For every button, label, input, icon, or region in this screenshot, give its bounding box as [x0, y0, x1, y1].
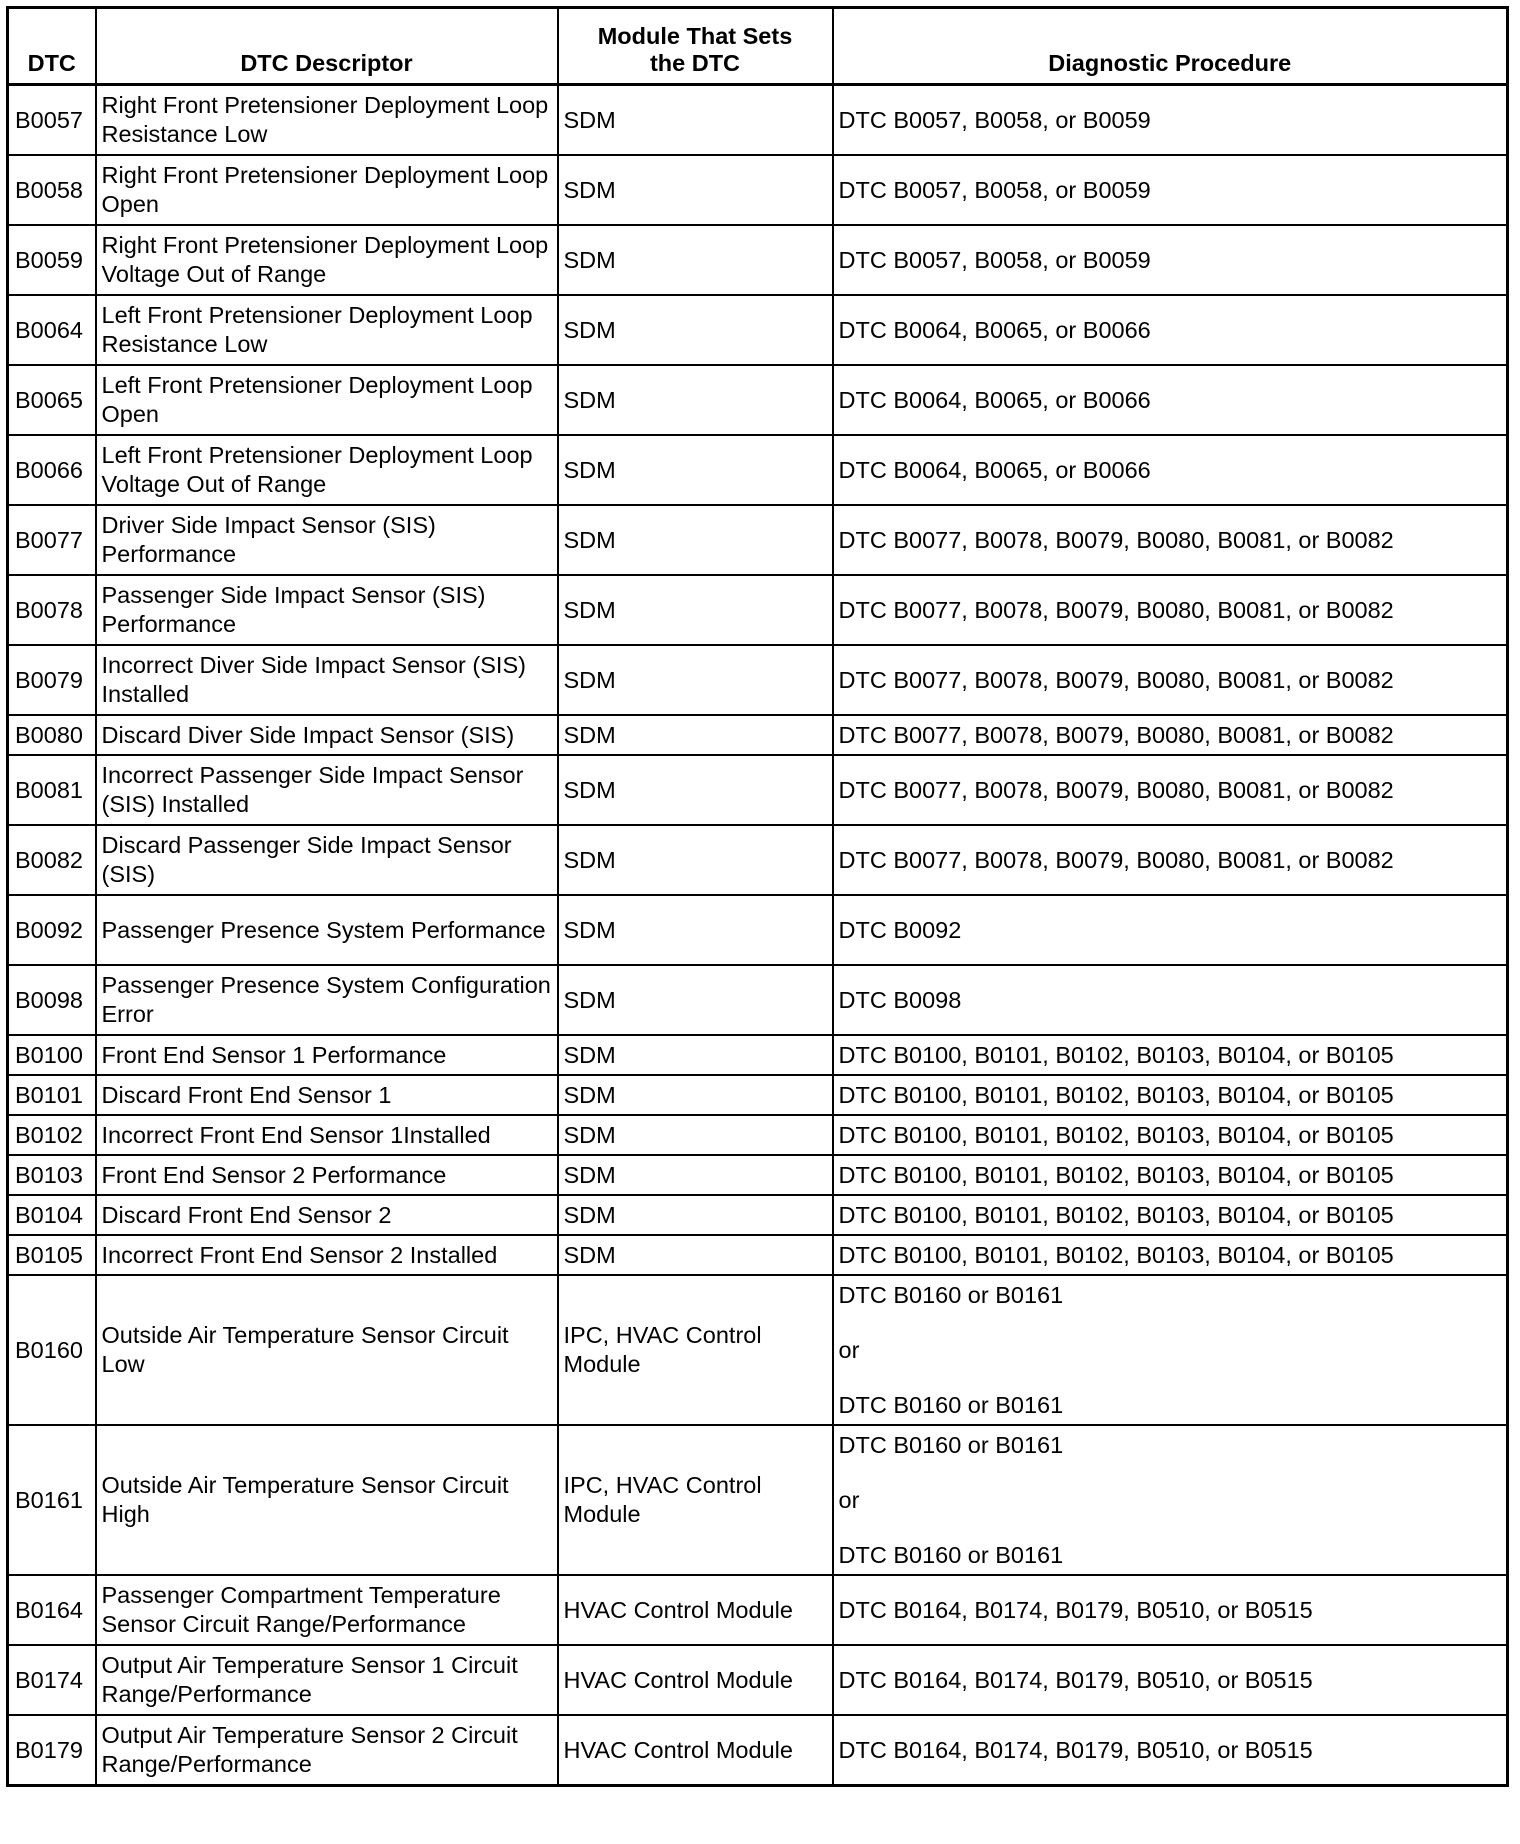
procedure-link[interactable]: DTC B0160 or B0161	[838, 1281, 1064, 1308]
procedure-link[interactable]: DTC B0100, B0101, B0102, B0103, B0104, or B0105	[838, 1121, 1394, 1148]
line-spacer	[839, 1310, 1502, 1336]
dtc-code-cell: B0078	[8, 575, 96, 645]
dtc-descriptor-cell: Right Front Pretensioner Deployment Loop Open	[96, 155, 558, 225]
dtc-descriptor-cell: Output Air Temperature Sensor 2 Circuit Range/Performance	[96, 1715, 558, 1786]
dtc-code-cell: B0064	[8, 295, 96, 365]
dtc-code-cell: B0058	[8, 155, 96, 225]
header-descriptor: DTC Descriptor	[96, 8, 558, 85]
module-cell: SDM	[558, 1155, 833, 1195]
procedure-link[interactable]: DTC B0100, B0101, B0102, B0103, B0104, or B0105	[838, 1041, 1394, 1068]
module-cell: SDM	[558, 965, 833, 1035]
dtc-code-cell: B0057	[8, 85, 96, 156]
procedure-link[interactable]: DTC B0100, B0101, B0102, B0103, B0104, or B0105	[838, 1201, 1394, 1228]
module-cell: IPC, HVAC Control Module	[558, 1425, 833, 1575]
procedure-link[interactable]: DTC B0077, B0078, B0079, B0080, B0081, or B0082	[838, 776, 1394, 803]
table-row	[8, 965, 1508, 1035]
module-cell: SDM	[558, 645, 833, 715]
procedure-link[interactable]: DTC B0092	[838, 916, 962, 943]
procedure-link[interactable]: or	[838, 1486, 860, 1513]
dtc-code-cell: B0161	[8, 1425, 96, 1575]
module-cell: SDM	[558, 825, 833, 895]
table-row	[8, 1115, 1508, 1155]
module-cell: SDM	[558, 755, 833, 825]
dtc-code-cell: B0081	[8, 755, 96, 825]
diagnostic-procedure-cell	[833, 225, 1508, 295]
diagnostic-procedure-cell	[833, 365, 1508, 435]
procedure-link[interactable]: DTC B0057, B0058, or B0059	[838, 176, 1151, 203]
dtc-code-cell: B0079	[8, 645, 96, 715]
table-row	[8, 155, 1508, 225]
table-row	[8, 715, 1508, 755]
dtc-descriptor-cell: Outside Air Temperature Sensor Circuit Low	[96, 1275, 558, 1425]
table-body	[8, 85, 1508, 1786]
procedure-link[interactable]: DTC B0064, B0065, or B0066	[838, 316, 1151, 343]
table-row	[8, 1645, 1508, 1715]
dtc-table	[6, 6, 1509, 1787]
diagnostic-procedure-cell	[833, 1195, 1508, 1235]
table-row	[8, 755, 1508, 825]
diagnostic-procedure-cell	[833, 1575, 1508, 1645]
module-cell: SDM	[558, 575, 833, 645]
dtc-descriptor-cell: Discard Diver Side Impact Sensor (SIS)	[96, 715, 558, 755]
dtc-descriptor-cell: Incorrect Front End Sensor 2 Installed	[96, 1235, 558, 1275]
dtc-descriptor-cell: Incorrect Front End Sensor 1Installed	[96, 1115, 558, 1155]
module-cell: HVAC Control Module	[558, 1715, 833, 1786]
table-row	[8, 1075, 1508, 1115]
diagnostic-procedure-cell	[833, 85, 1508, 156]
diagnostic-procedure-cell	[833, 715, 1508, 755]
dtc-descriptor-cell: Front End Sensor 1 Performance	[96, 1035, 558, 1075]
procedure-link[interactable]: DTC B0057, B0058, or B0059	[838, 106, 1151, 133]
line-spacer	[839, 1515, 1502, 1541]
dtc-code-cell: B0102	[8, 1115, 96, 1155]
table-row	[8, 505, 1508, 575]
dtc-descriptor-cell: Driver Side Impact Sensor (SIS) Performance	[96, 505, 558, 575]
dtc-descriptor-cell: Front End Sensor 2 Performance	[96, 1155, 558, 1195]
procedure-link[interactable]: DTC B0057, B0058, or B0059	[838, 246, 1151, 273]
table-row	[8, 85, 1508, 156]
procedure-link[interactable]: DTC B0100, B0101, B0102, B0103, B0104, or B0105	[838, 1081, 1394, 1108]
dtc-descriptor-cell: Outside Air Temperature Sensor Circuit High	[96, 1425, 558, 1575]
dtc-descriptor-cell: Discard Front End Sensor 1	[96, 1075, 558, 1115]
module-cell: IPC, HVAC Control Module	[558, 1275, 833, 1425]
module-cell: SDM	[558, 85, 833, 156]
dtc-code-cell: B0105	[8, 1235, 96, 1275]
dtc-code-cell: B0059	[8, 225, 96, 295]
module-cell: SDM	[558, 1035, 833, 1075]
procedure-link[interactable]: DTC B0160 or B0161	[838, 1391, 1064, 1418]
diagnostic-procedure-cell	[833, 155, 1508, 225]
procedure-link[interactable]: DTC B0100, B0101, B0102, B0103, B0104, or B0105	[838, 1241, 1394, 1268]
dtc-descriptor-cell: Passenger Presence System Configuration Error	[96, 965, 558, 1035]
diagnostic-procedure-cell	[833, 505, 1508, 575]
procedure-link[interactable]: DTC B0064, B0065, or B0066	[838, 386, 1151, 413]
procedure-link[interactable]: DTC B0160 or B0161	[838, 1431, 1064, 1458]
diagnostic-procedure-cell	[833, 1235, 1508, 1275]
diagnostic-procedure-cell	[833, 575, 1508, 645]
dtc-descriptor-cell: Right Front Pretensioner Deployment Loop Voltage Out of Range	[96, 225, 558, 295]
dtc-descriptor-cell: Discard Front End Sensor 2	[96, 1195, 558, 1235]
module-cell: SDM	[558, 295, 833, 365]
dtc-descriptor-cell: Right Front Pretensioner Deployment Loop Resistance Low	[96, 85, 558, 156]
module-cell: SDM	[558, 225, 833, 295]
table-row	[8, 825, 1508, 895]
dtc-descriptor-cell: Discard Passenger Side Impact Sensor (SIS)	[96, 825, 558, 895]
table-row	[8, 1275, 1508, 1425]
diagnostic-procedure-cell	[833, 1155, 1508, 1195]
module-cell: HVAC Control Module	[558, 1575, 833, 1645]
dtc-code-cell: B0082	[8, 825, 96, 895]
dtc-descriptor-cell: Passenger Presence System Performance	[96, 895, 558, 965]
table-row	[8, 1155, 1508, 1195]
diagnostic-procedure-cell	[833, 1115, 1508, 1155]
dtc-code-cell: B0101	[8, 1075, 96, 1115]
diagnostic-procedure-cell	[833, 1645, 1508, 1715]
dtc-code-cell: B0065	[8, 365, 96, 435]
diagnostic-procedure-cell	[833, 965, 1508, 1035]
procedure-link[interactable]: DTC B0164, B0174, B0179, B0510, or B0515	[838, 1596, 1313, 1623]
diagnostic-procedure-cell	[833, 1715, 1508, 1786]
line-spacer	[839, 1365, 1502, 1391]
procedure-link[interactable]: DTC B0160 or B0161	[838, 1541, 1064, 1568]
procedure-link[interactable]: DTC B0164, B0174, B0179, B0510, or B0515	[838, 1736, 1313, 1763]
procedure-link[interactable]: DTC B0100, B0101, B0102, B0103, B0104, or B0105	[838, 1161, 1394, 1188]
header-module: Module That Sets the DTC	[558, 8, 833, 85]
table-header	[8, 8, 1508, 85]
module-cell: SDM	[558, 715, 833, 755]
table-row	[8, 435, 1508, 505]
line-spacer	[839, 1460, 1502, 1486]
procedure-link[interactable]: DTC B0098	[838, 986, 962, 1013]
dtc-code-cell: B0100	[8, 1035, 96, 1075]
table-row	[8, 1425, 1508, 1575]
header-procedure: Diagnostic Procedure	[833, 8, 1508, 85]
module-cell: SDM	[558, 1195, 833, 1235]
dtc-code-cell: B0092	[8, 895, 96, 965]
dtc-code-cell: B0174	[8, 1645, 96, 1715]
dtc-code-cell: B0098	[8, 965, 96, 1035]
procedure-link[interactable]: DTC B0077, B0078, B0079, B0080, B0081, or B0082	[838, 846, 1394, 873]
table-row	[8, 1575, 1508, 1645]
header-dtc: DTC	[8, 8, 96, 85]
module-cell: SDM	[558, 1115, 833, 1155]
dtc-code-cell: B0066	[8, 435, 96, 505]
procedure-link[interactable]: DTC B0077, B0078, B0079, B0080, B0081, or B0082	[838, 526, 1394, 553]
table-row	[8, 1715, 1508, 1786]
table-row	[8, 1195, 1508, 1235]
diagnostic-procedure-cell	[833, 1075, 1508, 1115]
diagnostic-procedure-cell	[833, 435, 1508, 505]
dtc-code-cell: B0160	[8, 1275, 96, 1425]
procedure-link[interactable]: DTC B0077, B0078, B0079, B0080, B0081, or B0082	[838, 721, 1394, 748]
header-row	[8, 8, 1508, 85]
module-cell: SDM	[558, 505, 833, 575]
dtc-descriptor-cell: Incorrect Diver Side Impact Sensor (SIS) Installed	[96, 645, 558, 715]
table-row	[8, 575, 1508, 645]
module-cell: SDM	[558, 365, 833, 435]
table-row	[8, 645, 1508, 715]
dtc-descriptor-cell: Left Front Pretensioner Deployment Loop Voltage Out of Range	[96, 435, 558, 505]
diagnostic-procedure-cell	[833, 1035, 1508, 1075]
dtc-descriptor-cell: Incorrect Passenger Side Impact Sensor (SIS) Installed	[96, 755, 558, 825]
dtc-code-cell: B0103	[8, 1155, 96, 1195]
procedure-link[interactable]: DTC B0077, B0078, B0079, B0080, B0081, or B0082	[838, 596, 1394, 623]
dtc-descriptor-cell: Passenger Compartment Temperature Sensor Circuit Range/Performance	[96, 1575, 558, 1645]
dtc-code-cell: B0104	[8, 1195, 96, 1235]
table-row	[8, 1035, 1508, 1075]
table-row	[8, 895, 1508, 965]
diagnostic-procedure-cell	[833, 1275, 1508, 1425]
dtc-descriptor-cell: Left Front Pretensioner Deployment Loop Resistance Low	[96, 295, 558, 365]
procedure-link[interactable]: DTC B0164, B0174, B0179, B0510, or B0515	[838, 1666, 1313, 1693]
module-cell: SDM	[558, 1235, 833, 1275]
dtc-descriptor-cell: Output Air Temperature Sensor 1 Circuit Range/Performance	[96, 1645, 558, 1715]
diagnostic-procedure-cell	[833, 755, 1508, 825]
module-cell: HVAC Control Module	[558, 1645, 833, 1715]
module-cell: SDM	[558, 435, 833, 505]
procedure-link[interactable]: DTC B0064, B0065, or B0066	[838, 456, 1151, 483]
dtc-code-cell: B0080	[8, 715, 96, 755]
dtc-code-cell: B0179	[8, 1715, 96, 1786]
diagnostic-procedure-cell	[833, 645, 1508, 715]
dtc-code-cell: B0164	[8, 1575, 96, 1645]
module-cell: SDM	[558, 155, 833, 225]
table-row	[8, 225, 1508, 295]
procedure-link[interactable]: or	[838, 1336, 860, 1363]
table-row	[8, 1235, 1508, 1275]
table-row	[8, 295, 1508, 365]
procedure-link[interactable]: DTC B0077, B0078, B0079, B0080, B0081, or B0082	[838, 666, 1394, 693]
dtc-descriptor-cell: Passenger Side Impact Sensor (SIS) Performance	[96, 575, 558, 645]
diagnostic-procedure-cell	[833, 1425, 1508, 1575]
table-row	[8, 365, 1508, 435]
module-cell: SDM	[558, 895, 833, 965]
diagnostic-procedure-cell	[833, 825, 1508, 895]
diagnostic-procedure-cell	[833, 895, 1508, 965]
dtc-code-cell: B0077	[8, 505, 96, 575]
module-cell: SDM	[558, 1075, 833, 1115]
dtc-descriptor-cell: Left Front Pretensioner Deployment Loop Open	[96, 365, 558, 435]
diagnostic-procedure-cell	[833, 295, 1508, 365]
